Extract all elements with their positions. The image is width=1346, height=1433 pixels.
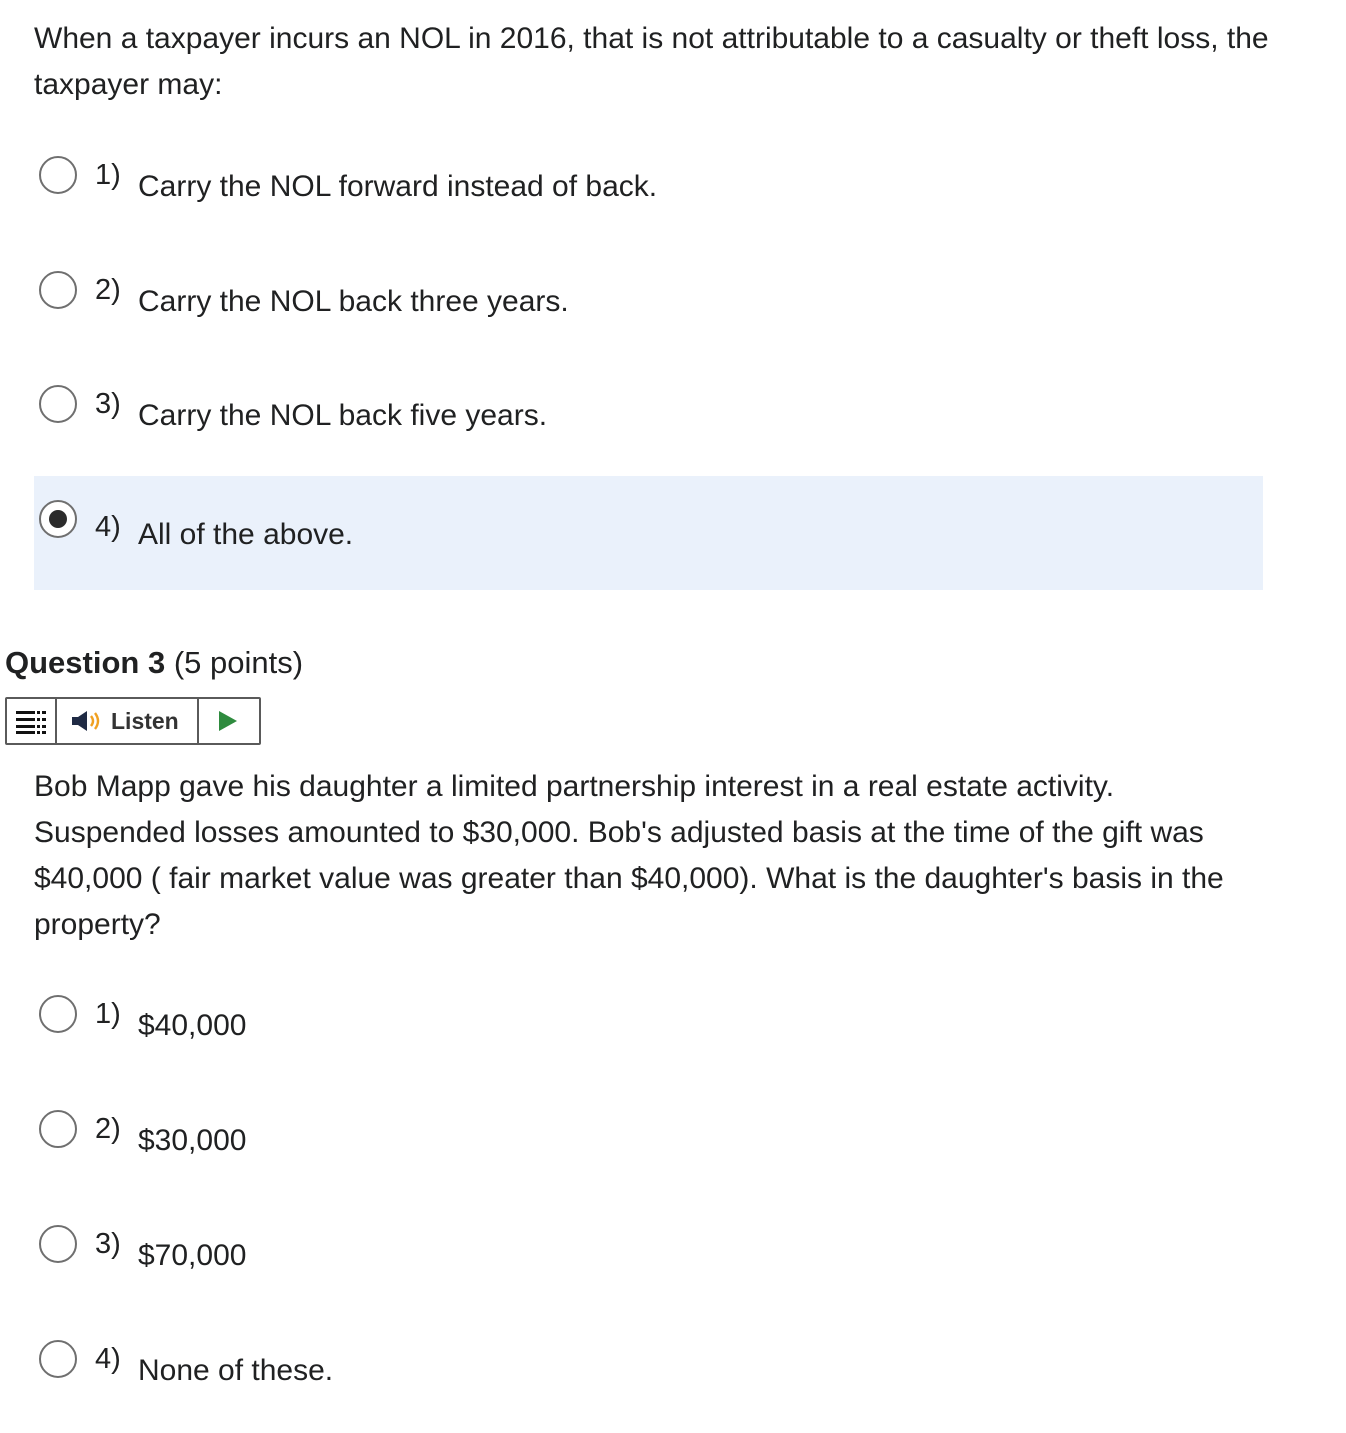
q3-option-4-number: 4) [95, 1343, 121, 1375]
q3-option-1-number: 1) [95, 998, 121, 1030]
listen-menu-button[interactable] [7, 699, 57, 743]
q2-option-1[interactable] [34, 135, 1263, 249]
hamburger-menu-icon [16, 709, 46, 735]
q3-option-4[interactable] [34, 1319, 1263, 1433]
q2-option-2-radio[interactable] [39, 271, 77, 309]
q2-option-2-text: Carry the NOL back three years. [138, 285, 569, 318]
q2-option-3-text: Carry the NOL back five years. [138, 399, 548, 432]
q2-option-4-number: 4) [95, 511, 121, 543]
q2-option-3-radio[interactable] [39, 385, 77, 423]
question-3-header [5, 642, 303, 684]
question-3-prompt: Bob Mapp gave his daughter a limited partnership interest in a real estate activity. Suspended losses amounted to $30,000. Bob's adjusted basis at the time of the gift was $40,000 ( fair market value was greater than $40,000). What is the daughter's basis in the property? [34, 770, 1224, 941]
q2-option-2-number: 2) [95, 274, 121, 306]
question-2-prompt: When a taxpayer incurs an NOL in 2016, that is not attributable to a casualty or theft loss, the taxpayer may: [34, 22, 1269, 101]
listen-toolbar [5, 697, 261, 745]
play-button[interactable] [199, 699, 259, 743]
q2-option-4-text: All of the above. [138, 518, 354, 551]
q2-option-4-radio-selected[interactable] [39, 500, 77, 538]
q3-option-2-number: 2) [95, 1113, 121, 1145]
q3-option-4-text: None of these. [138, 1354, 334, 1387]
q3-option-4-radio[interactable] [39, 1340, 77, 1378]
q2-option-1-text: Carry the NOL forward instead of back. [138, 170, 658, 203]
speaker-icon [71, 710, 103, 732]
listen-button[interactable] [57, 699, 199, 743]
q3-option-1-radio[interactable] [39, 995, 77, 1033]
q2-option-3-number: 3) [95, 388, 121, 420]
q2-option-4[interactable] [34, 476, 1263, 590]
q3-option-3[interactable] [34, 1204, 1263, 1318]
question-title: Question 3 [5, 645, 166, 680]
q3-option-3-number: 3) [95, 1228, 121, 1260]
q3-option-1[interactable] [34, 974, 1263, 1088]
q3-option-3-radio[interactable] [39, 1225, 77, 1263]
q3-option-2-radio[interactable] [39, 1110, 77, 1148]
play-icon [218, 710, 238, 732]
q3-option-2[interactable] [34, 1089, 1263, 1203]
q3-option-2-text: $30,000 [138, 1124, 247, 1157]
question-points: (5 points) [173, 645, 304, 680]
q2-option-2[interactable] [34, 250, 1263, 364]
q2-option-1-number: 1) [95, 159, 121, 191]
q3-option-3-text: $70,000 [138, 1239, 247, 1272]
q2-option-1-radio[interactable] [39, 156, 77, 194]
q2-option-3[interactable] [34, 364, 1263, 478]
q3-option-1-text: $40,000 [138, 1009, 247, 1042]
listen-label: Listen [111, 708, 179, 734]
